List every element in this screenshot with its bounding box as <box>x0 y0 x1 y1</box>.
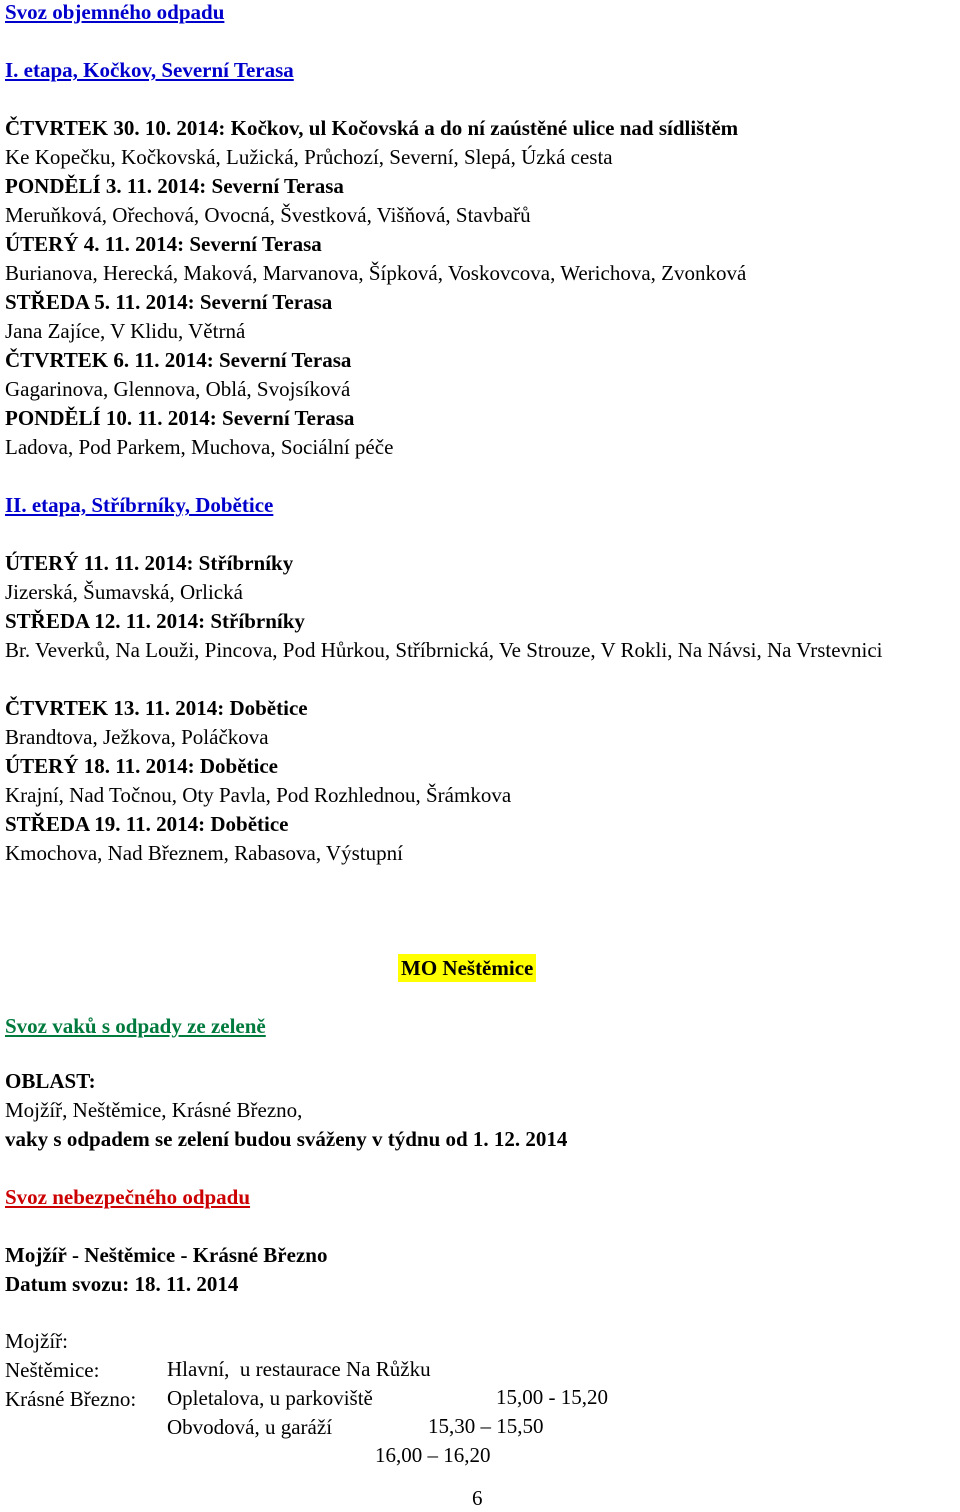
collection-time: 16,00 – 16,20 <box>375 1443 491 1467</box>
area-label: OBLAST: <box>5 1069 96 1093</box>
collection-place: Krásné Březno: <box>5 1387 137 1411</box>
collection-location: Opletalova, u parkoviště <box>167 1386 373 1410</box>
stage1-entry-streets: Ladova, Pod Parkem, Muchova, Sociální péče <box>5 435 394 459</box>
area-value: Mojžíř, Neštěmice, Krásné Březno, <box>5 1098 303 1122</box>
bulky-waste-title[interactable]: Svoz objemného odpadu <box>5 0 225 24</box>
stage2-heading[interactable]: II. etapa, Stříbrníky, Dobětice <box>5 493 274 517</box>
collection-place: Mojžíř: <box>5 1329 68 1353</box>
stage2-entry-date: ÚTERÝ 11. 11. 2014: Stříbrníky <box>5 551 294 575</box>
collection-location: Obvodová, u garáží <box>167 1415 333 1439</box>
stage2-entry-date: ÚTERÝ 18. 11. 2014: Dobětice <box>5 754 278 778</box>
stage1-entry-streets: Ke Kopečku, Kočkovská, Lužická, Průchozí, Severní, Slepá, Úzká cesta <box>5 145 613 169</box>
stage2-entry-date: STŘEDA 12. 11. 2014: Stříbrníky <box>5 609 305 633</box>
green-waste-title[interactable]: Svoz vaků s odpady ze zeleně <box>5 1014 266 1038</box>
stage2-entry-streets: Krajní, Nad Točnou, Oty Pavla, Pod Rozhlednou, Šrámkova <box>5 783 512 807</box>
collection-time: 15,30 – 15,50 <box>428 1414 544 1438</box>
stage1-heading[interactable]: I. etapa, Kočkov, Severní Terasa <box>5 58 294 82</box>
mo-nestemice-label: MO Neštěmice <box>398 954 536 982</box>
hazardous-waste-title[interactable]: Svoz nebezpečného odpadu <box>5 1185 251 1209</box>
hazardous-areas: Mojžíř - Neštěmice - Krásné Březno <box>5 1243 328 1267</box>
stage1-entry-date: STŘEDA 5. 11. 2014: Severní Terasa <box>5 290 333 314</box>
collection-place: Neštěmice: <box>5 1358 100 1382</box>
stage1-entry-date: ČTVRTEK 6. 11. 2014: Severní Terasa <box>5 348 352 372</box>
collection-location: Hlavní, u restaurace Na Růžku <box>167 1357 431 1381</box>
stage2-entry-streets: Kmochova, Nad Březnem, Rabasova, Výstupní <box>5 841 403 865</box>
stage2-entry-streets: Br. Veverků, Na Louži, Pincova, Pod Hůrkou, Stříbrnická, Ve Strouze, V Rokli, Na Návsi, Na Vrstevnici <box>5 638 883 662</box>
stage1-entry-streets: Meruňková, Ořechová, Ovocná, Švestková, Višňová, Stavbařů <box>5 203 531 227</box>
page-number: 6 <box>472 1486 483 1510</box>
green-waste-note: vaky s odpadem se zelení budou sváženy v týdnu od 1. 12. 2014 <box>5 1127 568 1151</box>
stage1-entry-date: PONDĚLÍ 3. 11. 2014: Severní Terasa <box>5 174 344 198</box>
stage1-entry-date: ÚTERÝ 4. 11. 2014: Severní Terasa <box>5 232 322 256</box>
stage2-entry-date: ČTVRTEK 13. 11. 2014: Dobětice <box>5 696 308 720</box>
stage2-entry-streets: Jizerská, Šumavská, Orlická <box>5 580 243 604</box>
stage1-entry-streets: Gagarinova, Glennova, Oblá, Svojsíková <box>5 377 351 401</box>
stage2-entry-date: STŘEDA 19. 11. 2014: Dobětice <box>5 812 289 836</box>
stage1-entry-date: PONDĚLÍ 10. 11. 2014: Severní Terasa <box>5 406 355 430</box>
collection-time: 15,00 - 15,20 <box>496 1385 608 1409</box>
stage1-entry-streets: Jana Zajíce, V Klidu, Větrná <box>5 319 246 343</box>
stage2-entry-streets: Brandtova, Ježkova, Poláčkova <box>5 725 269 749</box>
hazardous-date: Datum svozu: 18. 11. 2014 <box>5 1272 239 1296</box>
stage1-entry-streets: Burianova, Herecká, Maková, Marvanova, Šípková, Voskovcova, Werichova, Zvonková <box>5 261 747 285</box>
stage1-entry-date: ČTVRTEK 30. 10. 2014: Kočkov, ul Kočovská a do ní zaústěné ulice nad sídlištěm <box>5 116 739 140</box>
